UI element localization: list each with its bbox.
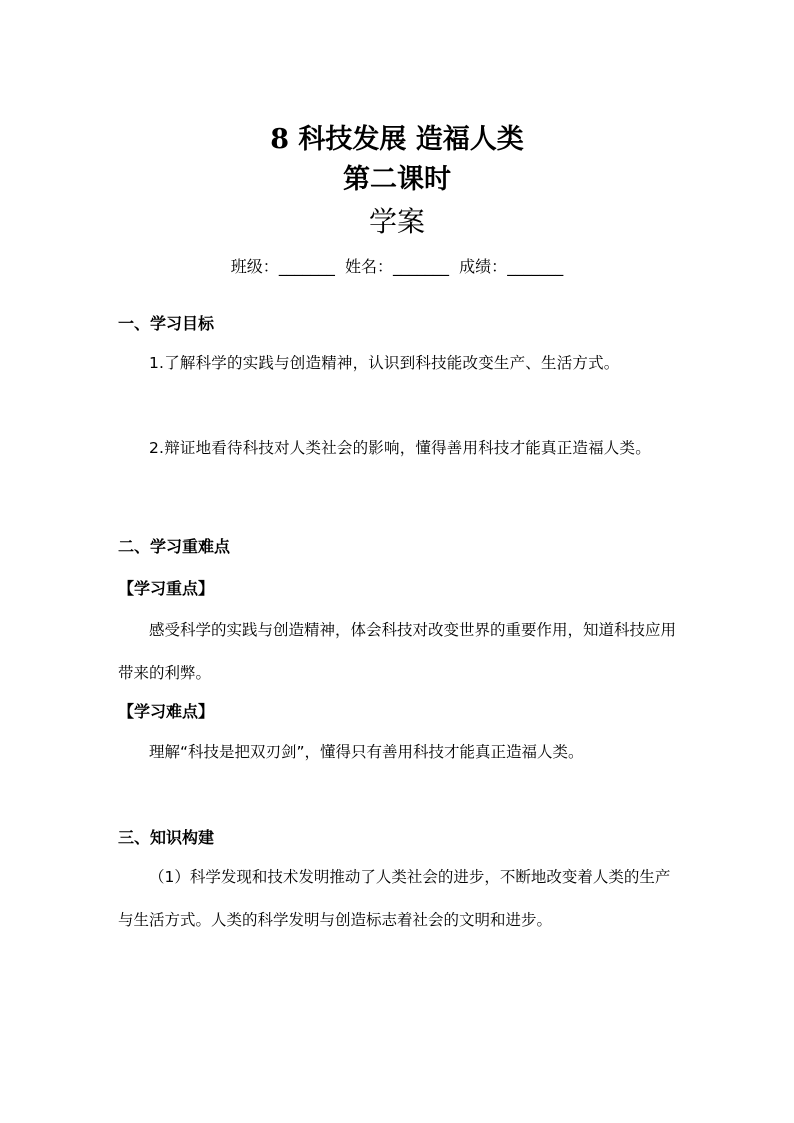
lesson-subtitle: 第二课时: [343, 164, 451, 195]
name-blank[interactable]: _______: [393, 257, 449, 276]
document-type-title: 学案: [368, 205, 425, 238]
difficult-point-label: 【学习难点】: [118, 702, 215, 721]
objective-item-2: 2.辩证地看待科技对人类社会的影响，懂得善用科技才能真正造福人类。: [149, 439, 651, 457]
objective-item-1: 1.了解科学的实践与创造精神，认识到科技能改变生产、生活方式。: [149, 354, 620, 372]
document-title: 8 科技发展 造福人类: [270, 124, 524, 155]
score-label: 成绩：: [459, 257, 508, 276]
section-heading-knowledge: 三、知识构建: [118, 828, 215, 847]
student-info-line: [0, 254, 794, 280]
score-blank[interactable]: _______: [507, 257, 564, 276]
class-label: 班级：: [230, 257, 279, 276]
name-label: 姓名：: [344, 257, 393, 276]
difficult-point-text: 理解“科技是把双刃剑”，懂得只有善用科技才能真正造福人类。: [149, 743, 584, 761]
class-blank[interactable]: _______: [278, 257, 335, 276]
knowledge-item-1: （1）科学发现和技术发明推动了人类社会的进步，不断地改变着人类的生产与生活方式。人类的科学发明与创造标志着社会的文明和进步。: [118, 868, 671, 929]
section-heading-key-points: 二、学习重难点: [118, 537, 231, 556]
key-point-text: 感受科学的实践与创造精神，体会科技对改变世界的重要作用，知道科技应用带来的利弊。: [118, 621, 677, 682]
section-heading-objectives: 一、学习目标: [118, 314, 215, 333]
key-point-label: 【学习重点】: [118, 579, 215, 598]
